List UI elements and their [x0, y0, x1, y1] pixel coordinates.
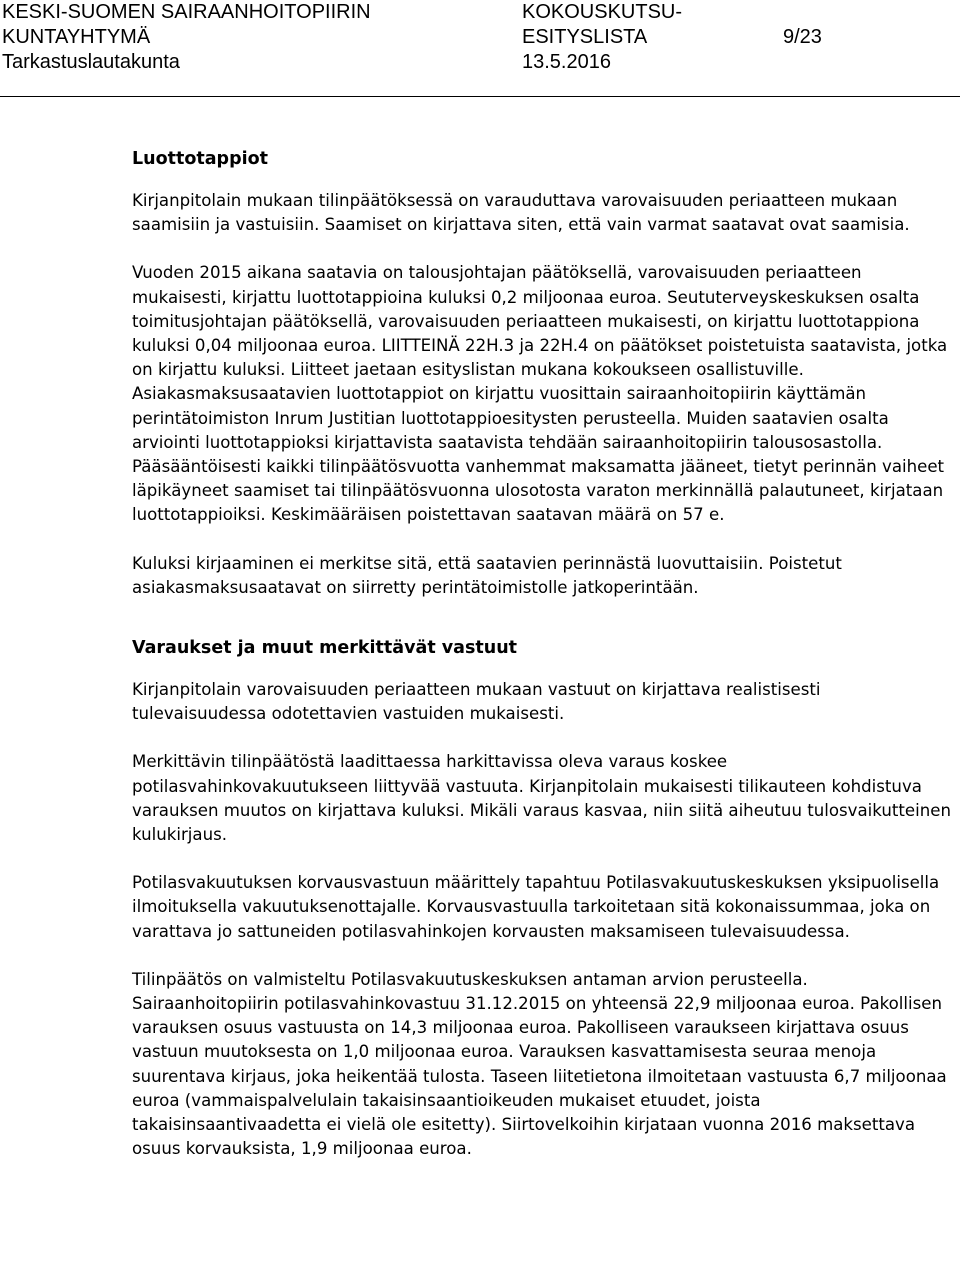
document-type-line2: ESITYSLISTA [522, 26, 648, 48]
organization-type: KUNTAYHTYMÄ [2, 26, 151, 48]
section-heading-varaukset: Varaukset ja muut merkittävät vastuut [132, 638, 518, 659]
document-type-block [522, 0, 682, 75]
committee-name: Tarkastuslautakunta [2, 51, 180, 73]
page-number: 9/23 [783, 26, 822, 48]
paragraph: Potilasvakuutuksen korvausvastuun määrittely tapahtuu Potilasvakuutuskeskuksen yksipuolisella ilmoituksella vakuutuksenottajalle. Korvausvastuulla tarkoitetaan sitä kokonaissummaa, joka on varattava jo sattuneiden potilasvahinkojen korvausten maksamiseen tulevaisuudessa. [132, 873, 940, 941]
paragraph: Tilinpäätös on valmisteltu Potilasvakuutuskeskuksen antaman arvion perusteella. Sairaanhoitopiirin potilasvahinkovastuu 31.12.2015 on yhteensä 22,9 miljoonaa euroa. Pakollisen varauksen osuus vastuusta on 14,3 miljoonaa euroa. Pakolliseen varaukseen kirjattava osuus vastuun muutoksesta on 1,0 miljoonaa euroa. Varauksen kasvattamisesta seuraa menoja suurentava kirjaus, joka heikentää tulosta. Taseen liitetietona ilmoitetaan vastuusta 6,7 miljoonaa euroa (vammaispalvelulain takaisinsaantioikeuden mukaiset etuudet, joista takaisinsaantivaadetta ei vielä ole esitetty). Siirtovelkoihin kirjataan vuonna 2016 maksettava osuus korvauksista, 1,9 miljoonaa euroa. [132, 969, 947, 1159]
organization-block [2, 0, 371, 75]
section-heading-luottotappiot: Luottotappiot [132, 149, 269, 169]
document-type-line1: KOKOUSKUTSU- [522, 1, 683, 23]
paragraph: Kirjanpitolain varovaisuuden periaatteen mukaan vastuut on kirjattava realistisesti tulevaisuudessa odotettavien vastuiden mukaisesti. [132, 680, 821, 724]
header-divider [0, 96, 960, 97]
organization-name: KESKI-SUOMEN SAIRAANHOITOPIIRIN [2, 1, 371, 23]
document-date: 13.5.2016 [522, 51, 611, 73]
paragraph: Merkittävin tilinpäätöstä laadittaessa harkittavissa oleva varaus koskee potilasvahinkovakuutukseen liittyvää vastuuta. Kirjanpitolain mukaisesti tilikauteen kohdistuva varauksen muutos on kirjattava kuluksi. Mikäli varaus kasvaa, niin siitä aiheutuu tulosvaikutteinen kulukirjaus. [132, 752, 951, 845]
paragraph: Kirjanpitolain mukaan tilinpäätöksessä on varauduttava varovaisuuden periaatteen mukaan saamisiin ja vastuisiin. Saamiset on kirjattava siten, että vain varmat saatavat ovat saamisia. [132, 191, 910, 235]
paragraph: Kuluksi kirjaaminen ei merkitse sitä, että saatavien perinnästä luovuttaisiin. Poistetut asiakasmaksusaatavat on siirretty perintätoimistolle jatkoperintään. [132, 553, 842, 597]
document-header [0, 0, 960, 100]
paragraph: Vuoden 2015 aikana saatavia on talousjohtajan päätöksellä, varovaisuuden periaatteen mukaisesti, kirjattu luottotappioina kuluksi 0,2 miljoonaa euroa. Seututerveyskeskuksen osalta toimitusjohtajan päätöksellä, varovaisuuden periaatteen mukaisesti, on kirjattu luottotappiona kuluksi 0,04 miljoonaa euroa. LIITTEINÄ 22H.3 ja 22H.4 on päätökset poistetuista saatavista, jotka on kirjattu kuluksi. Liitteet jaetaan esityslistan mukana kokoukseen osallistuville. Asiakasmaksusaatavien luottotappiot on kirjattu vuosittain sairaanhoitopiirin käyttämän perintätoimiston Inrum Justitian luottotappioesitysten perusteella. Muiden saatavien osalta arviointi luottotappioksi kirjattavista saatavista tehdään sairaanhoitopiirin talousosastolla. Pääsääntöisesti kaikki tilinpäätösvuotta vanhemmat maksamatta jääneet, tietyt perinnän vaiheet läpikäyneet saamiset tai tilinpäätösvuonna ulosotosta varaton merkinnällä palautuneet, kirjataan luottotappioiksi. Keskimääräisen poistettavan saatavan määrä on 57 e. [132, 263, 948, 525]
document-body [132, 143, 954, 1162]
